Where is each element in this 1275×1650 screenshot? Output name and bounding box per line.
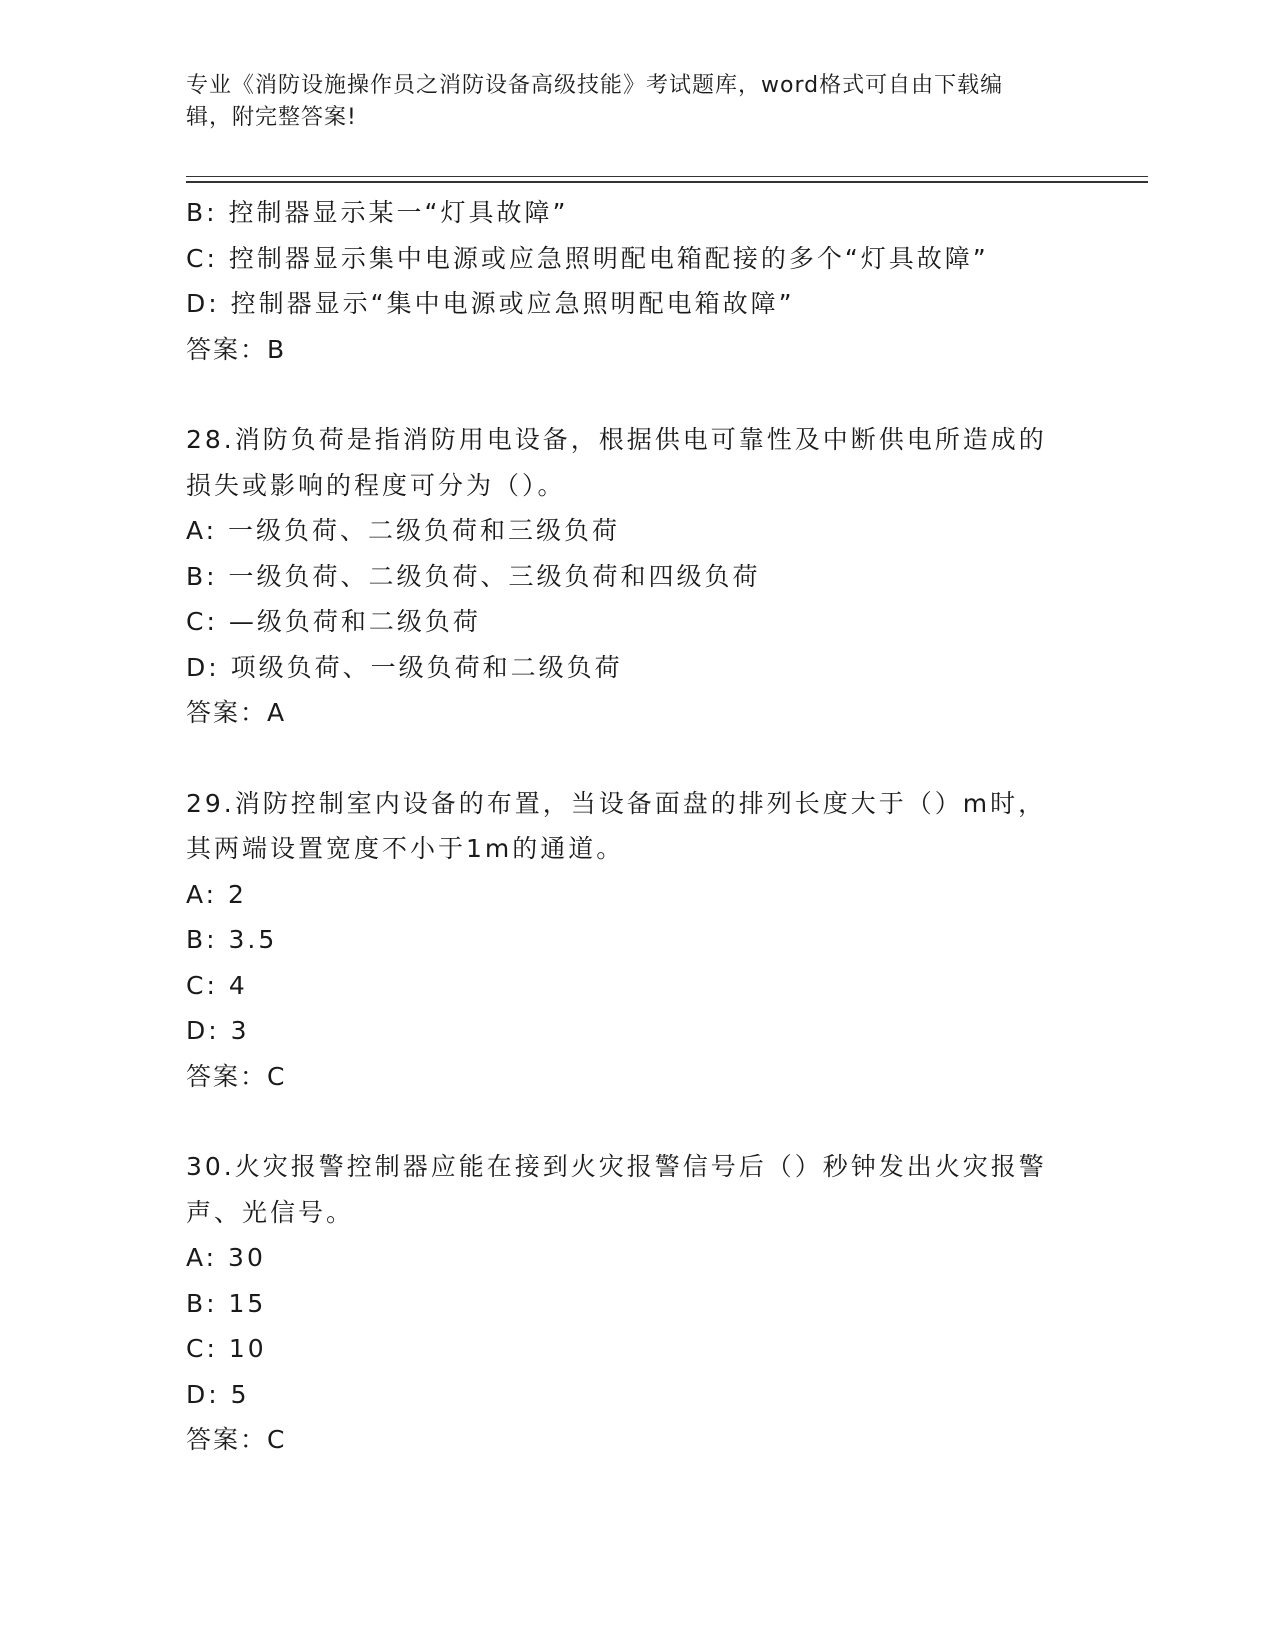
option-b: B: 一级负荷、二级负荷、三级负荷和四级负荷 [186,561,761,591]
question-29 [186,781,1086,1100]
option-a: A: 2 [186,879,247,909]
option-c: C: 控制器显示集中电源或应急照明配电箱配接的多个“灯具故障” [186,243,989,273]
question-stem-line: 其两端设置宽度不小于1m的通道。 [186,834,625,863]
option-a: A: 30 [186,1243,266,1272]
question-stem-line: 28.消防负荷是指消防用电设备，根据供电可靠性及中断供电所造成的 [186,425,1047,454]
header-rule-thin [186,176,1148,177]
question-30 [186,1144,1086,1463]
option-b: B: 15 [186,1288,267,1318]
question-stem-line: 损失或影响的程度可分为（）。 [186,470,566,500]
question-27-tail [186,190,1086,372]
option-d: D: 项级负荷、一级负荷和二级负荷 [186,652,623,682]
option-b: B: 3.5 [186,925,278,954]
answer-line: 答案：B [186,334,287,364]
header-line-2: 辑，附完整答案! [186,105,357,130]
option-b: B: 控制器显示某一“灯具故障” [186,198,569,227]
option-c: C: —级负荷和二级负荷 [186,607,481,636]
question-stem-line: 30.火灾报警控制器应能在接到火灾报警信号后（）秒钟发出火灾报警 [186,1152,1047,1181]
question-stem-line: 声、光信号。 [186,1197,355,1227]
answer-line: 答案：A [186,698,287,727]
option-d: D: 控制器显示“集中电源或应急照明配电箱故障” [186,289,795,318]
answer-line: 答案：C [186,1061,287,1091]
option-d: D: 3 [186,1016,250,1045]
answer-line: 答案：C [186,1425,287,1454]
question-list [186,190,1086,1508]
option-d: D: 5 [186,1379,250,1409]
header-rule-thick [186,181,1148,183]
document-header [186,70,1066,134]
question-stem-line: 29.消防控制室内设备的布置，当设备面盘的排列长度大于（）m时， [186,788,1047,818]
question-28 [186,417,1086,736]
option-c: C: 10 [186,1334,267,1363]
header-line-1: 专业《消防设施操作员之消防设备高级技能》考试题库，word格式可自由下载编 [186,73,1004,98]
option-c: C: 4 [186,970,248,1000]
option-a: A: 一级负荷、二级负荷和三级负荷 [186,516,621,545]
